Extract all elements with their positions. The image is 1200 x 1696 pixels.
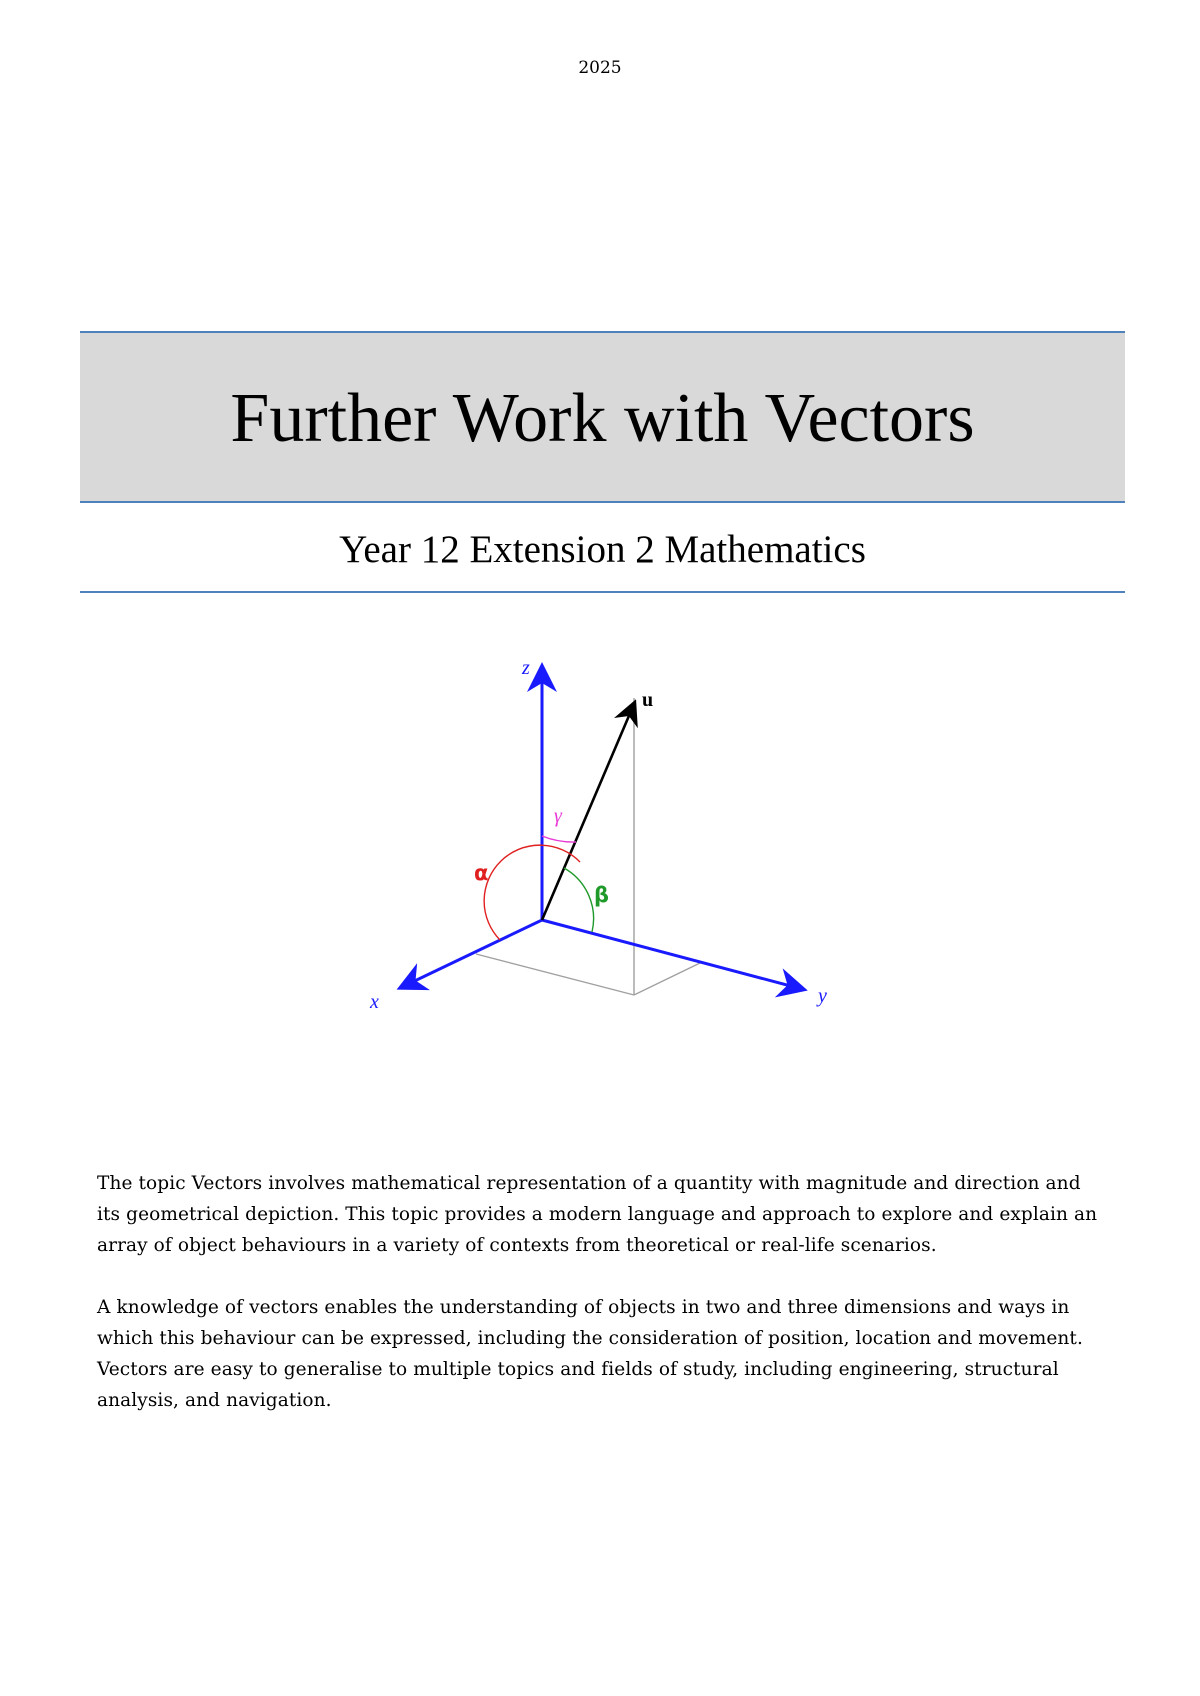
y-axis-label: y xyxy=(818,985,827,1007)
beta-arc xyxy=(564,868,594,932)
x-axis-arrow xyxy=(402,920,542,987)
vector-u-label: u xyxy=(642,689,654,711)
subtitle-divider xyxy=(80,591,1125,593)
document-title: Further Work with Vectors xyxy=(230,380,975,457)
gamma-label: γ xyxy=(554,805,562,827)
projection-lines xyxy=(476,698,700,995)
vector-diagram xyxy=(350,640,850,1020)
gamma-arc xyxy=(542,836,576,842)
z-axis-label: z xyxy=(522,657,530,679)
title-band xyxy=(80,331,1125,503)
y-axis-arrow xyxy=(542,920,802,989)
intro-paragraph-2: A knowledge of vectors enables the understanding of objects in two and three dimensions and ways in which this behaviour can be expressed, including the consideration of position, location and movement. Vectors are easy to generalise to multiple topics and fields of study, including engineering, structural analysis, and navigation. xyxy=(97,1297,1083,1411)
document-subtitle: Year 12 Extension 2 Mathematics xyxy=(339,528,866,571)
intro-paragraph-1: The topic Vectors involves mathematical representation of a quantity with magnitude and direction and its geometrical depiction. This topic provides a modern language and approach to explore and explain an array of object behaviours in a variety of contexts from theoretical or real-life scenarios. xyxy=(97,1173,1098,1256)
x-axis-label: x xyxy=(370,991,379,1013)
beta-label: β xyxy=(594,883,610,907)
document-year: 2025 xyxy=(578,58,622,78)
alpha-label: α xyxy=(474,861,489,885)
introduction-text xyxy=(97,1168,1107,1447)
